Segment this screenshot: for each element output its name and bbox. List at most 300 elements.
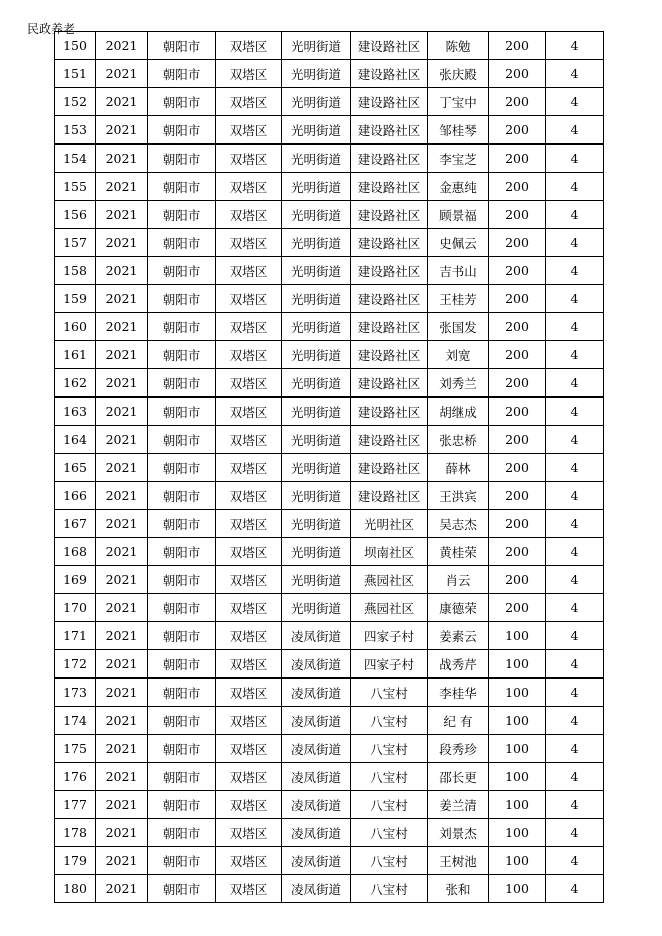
amount-cell: 100 (489, 735, 546, 763)
name-cell: 段秀珍 (428, 735, 489, 763)
year-cell: 2021 (96, 60, 148, 88)
district-cell: 双塔区 (216, 622, 282, 650)
community-cell: 燕园社区 (351, 594, 428, 622)
district-cell: 双塔区 (216, 313, 282, 341)
street-cell: 光明街道 (282, 369, 351, 398)
street-cell: 光明街道 (282, 313, 351, 341)
street-cell: 光明街道 (282, 594, 351, 622)
table-row (55, 819, 604, 847)
name-cell: 薛林 (428, 454, 489, 482)
community-cell: 八宝村 (351, 678, 428, 707)
district-cell: 双塔区 (216, 650, 282, 679)
district-cell: 双塔区 (216, 566, 282, 594)
table-row (55, 229, 604, 257)
community-cell: 建设路社区 (351, 341, 428, 369)
months-cell: 4 (546, 678, 604, 707)
name-cell: 王树池 (428, 847, 489, 875)
table-row (55, 735, 604, 763)
row-number-cell: 175 (55, 735, 96, 763)
district-cell: 双塔区 (216, 678, 282, 707)
community-cell: 八宝村 (351, 875, 428, 903)
amount-cell: 100 (489, 847, 546, 875)
name-cell: 王桂芳 (428, 285, 489, 313)
year-cell: 2021 (96, 678, 148, 707)
district-cell: 双塔区 (216, 454, 282, 482)
street-cell: 凌凤街道 (282, 847, 351, 875)
months-cell: 4 (546, 538, 604, 566)
street-cell: 凌凤街道 (282, 763, 351, 791)
community-cell: 八宝村 (351, 819, 428, 847)
community-cell: 建设路社区 (351, 201, 428, 229)
table-row (55, 538, 604, 566)
community-cell: 坝南社区 (351, 538, 428, 566)
community-cell: 建设路社区 (351, 397, 428, 426)
months-cell: 4 (546, 229, 604, 257)
year-cell: 2021 (96, 482, 148, 510)
year-cell: 2021 (96, 32, 148, 60)
city-cell: 朝阳市 (148, 88, 216, 116)
amount-cell: 200 (489, 257, 546, 285)
street-cell: 凌凤街道 (282, 819, 351, 847)
district-cell: 双塔区 (216, 257, 282, 285)
community-cell: 建设路社区 (351, 369, 428, 398)
street-cell: 光明街道 (282, 144, 351, 173)
months-cell: 4 (546, 763, 604, 791)
street-cell: 凌凤街道 (282, 735, 351, 763)
city-cell: 朝阳市 (148, 622, 216, 650)
district-cell: 双塔区 (216, 791, 282, 819)
community-cell: 建设路社区 (351, 116, 428, 145)
amount-cell: 100 (489, 791, 546, 819)
name-cell: 李宝芝 (428, 144, 489, 173)
community-cell: 八宝村 (351, 707, 428, 735)
community-cell: 建设路社区 (351, 313, 428, 341)
row-number-cell: 169 (55, 566, 96, 594)
amount-cell: 200 (489, 313, 546, 341)
year-cell: 2021 (96, 763, 148, 791)
district-cell: 双塔区 (216, 538, 282, 566)
row-number-cell: 164 (55, 426, 96, 454)
row-number-cell: 177 (55, 791, 96, 819)
city-cell: 朝阳市 (148, 369, 216, 398)
header-label: 民政养老 (27, 22, 76, 36)
months-cell: 4 (546, 875, 604, 903)
street-cell: 光明街道 (282, 566, 351, 594)
row-number-cell: 174 (55, 707, 96, 735)
year-cell: 2021 (96, 229, 148, 257)
year-cell: 2021 (96, 875, 148, 903)
months-cell: 4 (546, 510, 604, 538)
city-cell: 朝阳市 (148, 510, 216, 538)
year-cell: 2021 (96, 650, 148, 679)
months-cell: 4 (546, 341, 604, 369)
community-cell: 建设路社区 (351, 426, 428, 454)
table-row (55, 594, 604, 622)
amount-cell: 200 (489, 144, 546, 173)
year-cell: 2021 (96, 201, 148, 229)
city-cell: 朝阳市 (148, 482, 216, 510)
table-row (55, 32, 604, 60)
city-cell: 朝阳市 (148, 285, 216, 313)
amount-cell: 200 (489, 116, 546, 145)
community-cell: 四家子村 (351, 650, 428, 679)
community-cell: 八宝村 (351, 791, 428, 819)
community-cell: 建设路社区 (351, 60, 428, 88)
table-row (55, 313, 604, 341)
street-cell: 光明街道 (282, 285, 351, 313)
name-cell: 丁宝中 (428, 88, 489, 116)
amount-cell: 200 (489, 32, 546, 60)
table-row (55, 622, 604, 650)
amount-cell: 200 (489, 426, 546, 454)
row-number-cell: 176 (55, 763, 96, 791)
city-cell: 朝阳市 (148, 538, 216, 566)
row-number-cell: 157 (55, 229, 96, 257)
amount-cell: 100 (489, 875, 546, 903)
district-cell: 双塔区 (216, 32, 282, 60)
amount-cell: 200 (489, 341, 546, 369)
district-cell: 双塔区 (216, 285, 282, 313)
name-cell: 肖云 (428, 566, 489, 594)
name-cell: 邹桂琴 (428, 116, 489, 145)
name-cell: 刘景杰 (428, 819, 489, 847)
street-cell: 光明街道 (282, 454, 351, 482)
district-cell: 双塔区 (216, 847, 282, 875)
table-row (55, 144, 604, 173)
row-number-cell: 156 (55, 201, 96, 229)
row-number-cell: 160 (55, 313, 96, 341)
row-number-cell: 151 (55, 60, 96, 88)
district-cell: 双塔区 (216, 594, 282, 622)
row-number-cell: 154 (55, 144, 96, 173)
table-row (55, 116, 604, 145)
table-row (55, 650, 604, 679)
months-cell: 4 (546, 173, 604, 201)
street-cell: 凌凤街道 (282, 650, 351, 679)
amount-cell: 200 (489, 594, 546, 622)
months-cell: 4 (546, 454, 604, 482)
city-cell: 朝阳市 (148, 819, 216, 847)
community-cell: 建设路社区 (351, 88, 428, 116)
months-cell: 4 (546, 482, 604, 510)
year-cell: 2021 (96, 173, 148, 201)
row-number-cell: 152 (55, 88, 96, 116)
street-cell: 凌凤街道 (282, 622, 351, 650)
district-cell: 双塔区 (216, 144, 282, 173)
district-cell: 双塔区 (216, 229, 282, 257)
months-cell: 4 (546, 88, 604, 116)
table-row (55, 173, 604, 201)
table-row (55, 60, 604, 88)
table-row (55, 88, 604, 116)
street-cell: 光明街道 (282, 32, 351, 60)
amount-cell: 100 (489, 819, 546, 847)
row-number-cell: 163 (55, 397, 96, 426)
city-cell: 朝阳市 (148, 397, 216, 426)
amount-cell: 200 (489, 397, 546, 426)
row-number-cell: 166 (55, 482, 96, 510)
street-cell: 光明街道 (282, 257, 351, 285)
amount-cell: 200 (489, 538, 546, 566)
name-cell: 张和 (428, 875, 489, 903)
year-cell: 2021 (96, 116, 148, 145)
year-cell: 2021 (96, 735, 148, 763)
community-cell: 光明社区 (351, 510, 428, 538)
year-cell: 2021 (96, 454, 148, 482)
district-cell: 双塔区 (216, 341, 282, 369)
district-cell: 双塔区 (216, 369, 282, 398)
months-cell: 4 (546, 707, 604, 735)
community-cell: 建设路社区 (351, 257, 428, 285)
district-cell: 双塔区 (216, 735, 282, 763)
name-cell: 王洪宾 (428, 482, 489, 510)
district-cell: 双塔区 (216, 819, 282, 847)
year-cell: 2021 (96, 341, 148, 369)
district-cell: 双塔区 (216, 173, 282, 201)
community-cell: 八宝村 (351, 763, 428, 791)
name-cell: 姜兰清 (428, 791, 489, 819)
table-row (55, 791, 604, 819)
city-cell: 朝阳市 (148, 144, 216, 173)
district-cell: 双塔区 (216, 763, 282, 791)
name-cell: 胡继成 (428, 397, 489, 426)
city-cell: 朝阳市 (148, 791, 216, 819)
name-cell: 姜素云 (428, 622, 489, 650)
months-cell: 4 (546, 566, 604, 594)
community-cell: 建设路社区 (351, 482, 428, 510)
months-cell: 4 (546, 257, 604, 285)
months-cell: 4 (546, 594, 604, 622)
year-cell: 2021 (96, 566, 148, 594)
table-row (55, 482, 604, 510)
amount-cell: 200 (489, 285, 546, 313)
name-cell: 刘秀兰 (428, 369, 489, 398)
street-cell: 凌凤街道 (282, 678, 351, 707)
community-cell: 燕园社区 (351, 566, 428, 594)
name-cell: 陈勉 (428, 32, 489, 60)
amount-cell: 200 (489, 510, 546, 538)
row-number-cell: 170 (55, 594, 96, 622)
row-number-cell: 165 (55, 454, 96, 482)
roster-body (55, 32, 604, 903)
community-cell: 建设路社区 (351, 173, 428, 201)
row-number-cell: 172 (55, 650, 96, 679)
table-row (55, 426, 604, 454)
street-cell: 光明街道 (282, 88, 351, 116)
table-row (55, 397, 604, 426)
district-cell: 双塔区 (216, 510, 282, 538)
community-cell: 八宝村 (351, 735, 428, 763)
amount-cell: 100 (489, 650, 546, 679)
community-cell: 建设路社区 (351, 144, 428, 173)
year-cell: 2021 (96, 257, 148, 285)
year-cell: 2021 (96, 285, 148, 313)
amount-cell: 200 (489, 88, 546, 116)
street-cell: 光明街道 (282, 341, 351, 369)
name-cell: 康德荣 (428, 594, 489, 622)
year-cell: 2021 (96, 369, 148, 398)
roster-table (54, 31, 604, 903)
table-row (55, 257, 604, 285)
year-cell: 2021 (96, 510, 148, 538)
street-cell: 光明街道 (282, 397, 351, 426)
street-cell: 光明街道 (282, 60, 351, 88)
amount-cell: 100 (489, 707, 546, 735)
street-cell: 凌凤街道 (282, 791, 351, 819)
amount-cell: 100 (489, 622, 546, 650)
row-number-cell: 168 (55, 538, 96, 566)
row-number-cell: 161 (55, 341, 96, 369)
amount-cell: 200 (489, 369, 546, 398)
months-cell: 4 (546, 313, 604, 341)
city-cell: 朝阳市 (148, 875, 216, 903)
name-cell: 黄桂荣 (428, 538, 489, 566)
months-cell: 4 (546, 735, 604, 763)
year-cell: 2021 (96, 819, 148, 847)
street-cell: 光明街道 (282, 538, 351, 566)
year-cell: 2021 (96, 144, 148, 173)
amount-cell: 200 (489, 566, 546, 594)
year-cell: 2021 (96, 397, 148, 426)
name-cell: 金惠纯 (428, 173, 489, 201)
district-cell: 双塔区 (216, 426, 282, 454)
table-row (55, 341, 604, 369)
community-cell: 八宝村 (351, 847, 428, 875)
months-cell: 4 (546, 32, 604, 60)
year-cell: 2021 (96, 426, 148, 454)
table-row (55, 369, 604, 398)
year-cell: 2021 (96, 313, 148, 341)
city-cell: 朝阳市 (148, 201, 216, 229)
year-cell: 2021 (96, 707, 148, 735)
city-cell: 朝阳市 (148, 454, 216, 482)
table-row (55, 285, 604, 313)
community-cell: 建设路社区 (351, 454, 428, 482)
year-cell: 2021 (96, 538, 148, 566)
city-cell: 朝阳市 (148, 229, 216, 257)
months-cell: 4 (546, 426, 604, 454)
city-cell: 朝阳市 (148, 257, 216, 285)
name-cell: 战秀芹 (428, 650, 489, 679)
amount-cell: 200 (489, 482, 546, 510)
street-cell: 光明街道 (282, 201, 351, 229)
name-cell: 张国发 (428, 313, 489, 341)
street-cell: 光明街道 (282, 229, 351, 257)
amount-cell: 200 (489, 60, 546, 88)
row-number-cell: 171 (55, 622, 96, 650)
name-cell: 刘宽 (428, 341, 489, 369)
year-cell: 2021 (96, 594, 148, 622)
table-row (55, 510, 604, 538)
name-cell: 顾景福 (428, 201, 489, 229)
city-cell: 朝阳市 (148, 426, 216, 454)
row-number-cell: 153 (55, 116, 96, 145)
table-row (55, 566, 604, 594)
months-cell: 4 (546, 144, 604, 173)
amount-cell: 200 (489, 173, 546, 201)
street-cell: 光明街道 (282, 426, 351, 454)
district-cell: 双塔区 (216, 397, 282, 426)
months-cell: 4 (546, 60, 604, 88)
table-row (55, 707, 604, 735)
table-row (55, 847, 604, 875)
name-cell: 纪 有 (428, 707, 489, 735)
city-cell: 朝阳市 (148, 735, 216, 763)
months-cell: 4 (546, 650, 604, 679)
table-row (55, 201, 604, 229)
district-cell: 双塔区 (216, 875, 282, 903)
street-cell: 凌凤街道 (282, 875, 351, 903)
row-number-cell: 158 (55, 257, 96, 285)
name-cell: 吉书山 (428, 257, 489, 285)
months-cell: 4 (546, 201, 604, 229)
street-cell: 光明街道 (282, 510, 351, 538)
district-cell: 双塔区 (216, 60, 282, 88)
amount-cell: 100 (489, 763, 546, 791)
year-cell: 2021 (96, 847, 148, 875)
table-row (55, 763, 604, 791)
months-cell: 4 (546, 397, 604, 426)
name-cell: 张庆殿 (428, 60, 489, 88)
year-cell: 2021 (96, 791, 148, 819)
row-number-cell: 162 (55, 369, 96, 398)
city-cell: 朝阳市 (148, 847, 216, 875)
row-number-cell: 178 (55, 819, 96, 847)
months-cell: 4 (546, 819, 604, 847)
city-cell: 朝阳市 (148, 173, 216, 201)
amount-cell: 200 (489, 201, 546, 229)
row-number-cell: 180 (55, 875, 96, 903)
city-cell: 朝阳市 (148, 341, 216, 369)
year-cell: 2021 (96, 622, 148, 650)
months-cell: 4 (546, 116, 604, 145)
row-number-cell: 150 (55, 32, 96, 60)
city-cell: 朝阳市 (148, 594, 216, 622)
community-cell: 建设路社区 (351, 285, 428, 313)
street-cell: 光明街道 (282, 116, 351, 145)
district-cell: 双塔区 (216, 707, 282, 735)
city-cell: 朝阳市 (148, 763, 216, 791)
city-cell: 朝阳市 (148, 60, 216, 88)
district-cell: 双塔区 (216, 201, 282, 229)
name-cell: 李桂华 (428, 678, 489, 707)
row-number-cell: 179 (55, 847, 96, 875)
community-cell: 建设路社区 (351, 32, 428, 60)
year-cell: 2021 (96, 88, 148, 116)
name-cell: 邵长更 (428, 763, 489, 791)
months-cell: 4 (546, 791, 604, 819)
row-number-cell: 167 (55, 510, 96, 538)
table-row (55, 875, 604, 903)
city-cell: 朝阳市 (148, 116, 216, 145)
district-cell: 双塔区 (216, 482, 282, 510)
months-cell: 4 (546, 369, 604, 398)
name-cell: 吴志杰 (428, 510, 489, 538)
city-cell: 朝阳市 (148, 678, 216, 707)
row-number-cell: 155 (55, 173, 96, 201)
amount-cell: 200 (489, 229, 546, 257)
community-cell: 四家子村 (351, 622, 428, 650)
city-cell: 朝阳市 (148, 566, 216, 594)
row-number-cell: 173 (55, 678, 96, 707)
city-cell: 朝阳市 (148, 32, 216, 60)
name-cell: 张忠桥 (428, 426, 489, 454)
street-cell: 光明街道 (282, 173, 351, 201)
district-cell: 双塔区 (216, 88, 282, 116)
amount-cell: 200 (489, 454, 546, 482)
table-row (55, 454, 604, 482)
city-cell: 朝阳市 (148, 650, 216, 679)
